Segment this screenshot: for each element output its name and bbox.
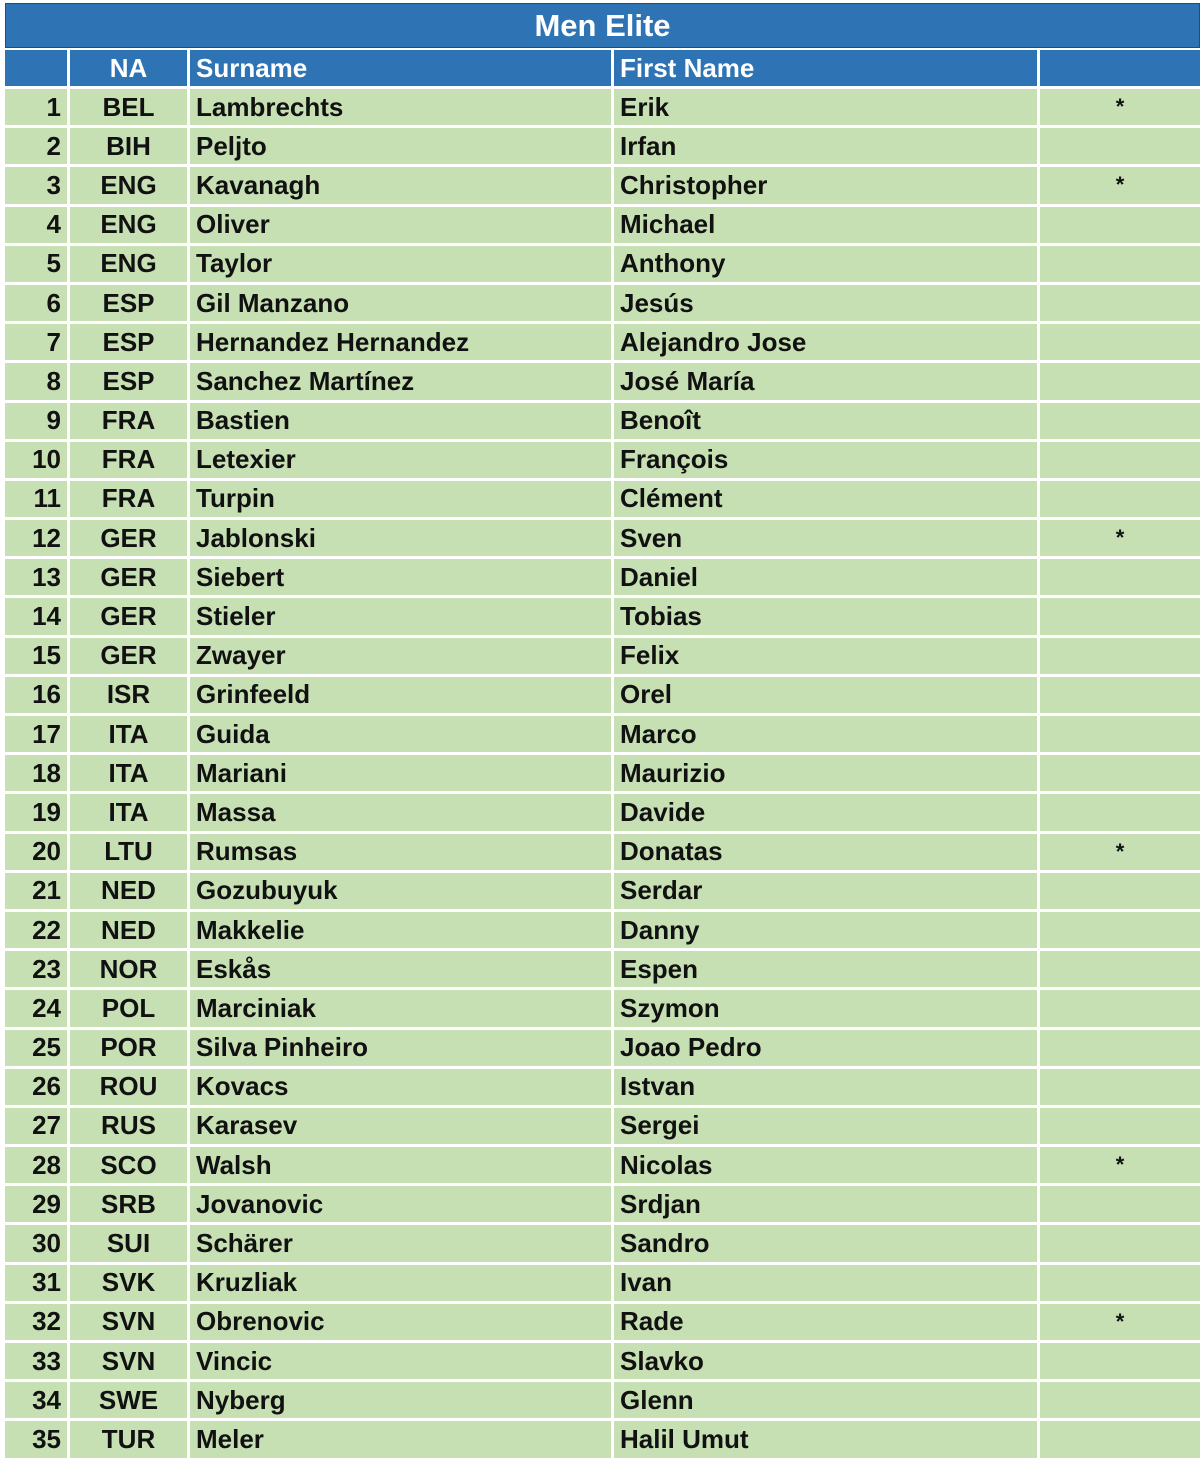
nation-cell: ENG bbox=[70, 207, 190, 246]
surname-cell: Nyberg bbox=[190, 1382, 614, 1421]
first-name-cell: Maurizio bbox=[614, 755, 1040, 794]
nation-cell: ESP bbox=[70, 324, 190, 363]
nation-cell: NED bbox=[70, 912, 190, 951]
mark-cell: * bbox=[1040, 834, 1200, 873]
surname-cell: Stieler bbox=[190, 598, 614, 637]
surname-cell: Massa bbox=[190, 794, 614, 833]
surname-cell: Hernandez Hernandez bbox=[190, 324, 614, 363]
table-row bbox=[5, 246, 1200, 285]
nation-cell: SVN bbox=[70, 1343, 190, 1382]
table-row bbox=[5, 638, 1200, 677]
table-row bbox=[5, 1304, 1200, 1343]
table-row bbox=[5, 1108, 1200, 1147]
row-number-cell: 31 bbox=[5, 1265, 70, 1304]
nation-cell: ENG bbox=[70, 167, 190, 206]
row-number-cell: 4 bbox=[5, 207, 70, 246]
table-row bbox=[5, 442, 1200, 481]
mark-cell bbox=[1040, 285, 1200, 324]
nation-cell: SCO bbox=[70, 1147, 190, 1186]
spreadsheet bbox=[5, 3, 1200, 1456]
mark-cell bbox=[1040, 1225, 1200, 1264]
table-row bbox=[5, 912, 1200, 951]
first-name-cell: Davide bbox=[614, 794, 1040, 833]
table-row bbox=[5, 677, 1200, 716]
first-name-cell: Halil Umut bbox=[614, 1421, 1040, 1460]
row-number-cell: 8 bbox=[5, 363, 70, 402]
first-name-cell: Anthony bbox=[614, 246, 1040, 285]
first-name-cell: Daniel bbox=[614, 559, 1040, 598]
row-number-cell: 25 bbox=[5, 1030, 70, 1069]
table-row bbox=[5, 1382, 1200, 1421]
nation-cell: GER bbox=[70, 559, 190, 598]
mark-cell bbox=[1040, 1343, 1200, 1382]
row-number-cell: 19 bbox=[5, 794, 70, 833]
mark-cell bbox=[1040, 207, 1200, 246]
surname-cell: Kruzliak bbox=[190, 1265, 614, 1304]
first-name-cell: José María bbox=[614, 363, 1040, 402]
table-body bbox=[5, 89, 1200, 1461]
first-name-cell: Istvan bbox=[614, 1069, 1040, 1108]
header-row bbox=[5, 50, 1200, 89]
surname-cell: Sanchez Martínez bbox=[190, 363, 614, 402]
surname-cell: Obrenovic bbox=[190, 1304, 614, 1343]
row-number-cell: 12 bbox=[5, 520, 70, 559]
table-row bbox=[5, 1186, 1200, 1225]
mark-cell bbox=[1040, 128, 1200, 167]
table-row bbox=[5, 128, 1200, 167]
table-row bbox=[5, 716, 1200, 755]
table-row bbox=[5, 598, 1200, 637]
mark-cell: * bbox=[1040, 520, 1200, 559]
surname-cell: Schärer bbox=[190, 1225, 614, 1264]
surname-cell: Jovanovic bbox=[190, 1186, 614, 1225]
table-row bbox=[5, 1147, 1200, 1186]
mark-cell: * bbox=[1040, 1147, 1200, 1186]
nation-cell: POL bbox=[70, 990, 190, 1029]
mark-cell bbox=[1040, 1265, 1200, 1304]
surname-cell: Peljto bbox=[190, 128, 614, 167]
nation-cell: BEL bbox=[70, 89, 190, 128]
first-name-cell: Rade bbox=[614, 1304, 1040, 1343]
first-name-cell: Serdar bbox=[614, 873, 1040, 912]
row-number-cell: 20 bbox=[5, 834, 70, 873]
nation-cell: FRA bbox=[70, 442, 190, 481]
first-name-cell: Sven bbox=[614, 520, 1040, 559]
first-name-cell: Irfan bbox=[614, 128, 1040, 167]
table-row bbox=[5, 167, 1200, 206]
nation-cell: NOR bbox=[70, 951, 190, 990]
mark-cell bbox=[1040, 1069, 1200, 1108]
surname-cell: Silva Pinheiro bbox=[190, 1030, 614, 1069]
table-row bbox=[5, 1265, 1200, 1304]
first-name-cell: Jesús bbox=[614, 285, 1040, 324]
mark-cell bbox=[1040, 755, 1200, 794]
table-row bbox=[5, 481, 1200, 520]
nation-cell: NED bbox=[70, 873, 190, 912]
surname-cell: Gozubuyuk bbox=[190, 873, 614, 912]
mark-cell bbox=[1040, 246, 1200, 285]
first-name-cell: Espen bbox=[614, 951, 1040, 990]
surname-cell: Bastien bbox=[190, 403, 614, 442]
mark-cell: * bbox=[1040, 1304, 1200, 1343]
row-number-cell: 7 bbox=[5, 324, 70, 363]
nation-cell: ESP bbox=[70, 285, 190, 324]
row-number-cell: 6 bbox=[5, 285, 70, 324]
row-number-cell: 27 bbox=[5, 1108, 70, 1147]
mark-cell bbox=[1040, 481, 1200, 520]
row-number-cell: 1 bbox=[5, 89, 70, 128]
row-number-cell: 33 bbox=[5, 1343, 70, 1382]
nation-cell: ISR bbox=[70, 677, 190, 716]
surname-cell: Karasev bbox=[190, 1108, 614, 1147]
mark-cell bbox=[1040, 951, 1200, 990]
surname-cell: Mariani bbox=[190, 755, 614, 794]
mark-cell bbox=[1040, 559, 1200, 598]
row-number-cell: 28 bbox=[5, 1147, 70, 1186]
table-row bbox=[5, 1421, 1200, 1460]
mark-cell bbox=[1040, 794, 1200, 833]
table-row bbox=[5, 285, 1200, 324]
first-name-cell: Orel bbox=[614, 677, 1040, 716]
surname-cell: Makkelie bbox=[190, 912, 614, 951]
surname-cell: Gil Manzano bbox=[190, 285, 614, 324]
nation-cell: FRA bbox=[70, 481, 190, 520]
row-number-cell: 29 bbox=[5, 1186, 70, 1225]
surname-cell: Eskås bbox=[190, 951, 614, 990]
mark-cell bbox=[1040, 363, 1200, 402]
nation-cell: ESP bbox=[70, 363, 190, 402]
first-name-cell: Sandro bbox=[614, 1225, 1040, 1264]
surname-cell: Lambrechts bbox=[190, 89, 614, 128]
header-mark bbox=[1040, 50, 1200, 89]
row-number-cell: 16 bbox=[5, 677, 70, 716]
first-name-cell: Joao Pedro bbox=[614, 1030, 1040, 1069]
header-surname: Surname bbox=[190, 50, 614, 89]
mark-cell: * bbox=[1040, 167, 1200, 206]
first-name-cell: Donatas bbox=[614, 834, 1040, 873]
row-number-cell: 22 bbox=[5, 912, 70, 951]
nation-cell: GER bbox=[70, 520, 190, 559]
first-name-cell: François bbox=[614, 442, 1040, 481]
mark-cell bbox=[1040, 324, 1200, 363]
header-number bbox=[5, 50, 70, 89]
row-number-cell: 2 bbox=[5, 128, 70, 167]
nation-cell: ITA bbox=[70, 794, 190, 833]
mark-cell bbox=[1040, 990, 1200, 1029]
table-row bbox=[5, 794, 1200, 833]
first-name-cell: Clément bbox=[614, 481, 1040, 520]
surname-cell: Oliver bbox=[190, 207, 614, 246]
first-name-cell: Szymon bbox=[614, 990, 1040, 1029]
table-row bbox=[5, 873, 1200, 912]
nation-cell: POR bbox=[70, 1030, 190, 1069]
mark-cell: * bbox=[1040, 89, 1200, 128]
mark-cell bbox=[1040, 442, 1200, 481]
table-row bbox=[5, 1069, 1200, 1108]
row-number-cell: 34 bbox=[5, 1382, 70, 1421]
row-number-cell: 11 bbox=[5, 481, 70, 520]
nation-cell: LTU bbox=[70, 834, 190, 873]
first-name-cell: Danny bbox=[614, 912, 1040, 951]
nation-cell: ROU bbox=[70, 1069, 190, 1108]
surname-cell: Meler bbox=[190, 1421, 614, 1460]
first-name-cell: Michael bbox=[614, 207, 1040, 246]
table-row bbox=[5, 951, 1200, 990]
row-number-cell: 9 bbox=[5, 403, 70, 442]
surname-cell: Grinfeeld bbox=[190, 677, 614, 716]
surname-cell: Siebert bbox=[190, 559, 614, 598]
nation-cell: GER bbox=[70, 598, 190, 637]
mark-cell bbox=[1040, 1030, 1200, 1069]
nation-cell: SUI bbox=[70, 1225, 190, 1264]
row-number-cell: 21 bbox=[5, 873, 70, 912]
first-name-cell: Alejandro Jose bbox=[614, 324, 1040, 363]
surname-cell: Vincic bbox=[190, 1343, 614, 1382]
nation-cell: SVN bbox=[70, 1304, 190, 1343]
nation-cell: GER bbox=[70, 638, 190, 677]
header-na: NA bbox=[70, 50, 190, 89]
mark-cell bbox=[1040, 873, 1200, 912]
row-number-cell: 35 bbox=[5, 1421, 70, 1460]
nation-cell: TUR bbox=[70, 1421, 190, 1460]
surname-cell: Walsh bbox=[190, 1147, 614, 1186]
table-row bbox=[5, 89, 1200, 128]
table-row bbox=[5, 834, 1200, 873]
nation-cell: ITA bbox=[70, 755, 190, 794]
row-number-cell: 3 bbox=[5, 167, 70, 206]
sheet-title: Men Elite bbox=[5, 3, 1200, 48]
mark-cell bbox=[1040, 638, 1200, 677]
mark-cell bbox=[1040, 1186, 1200, 1225]
mark-cell bbox=[1040, 1108, 1200, 1147]
row-number-cell: 18 bbox=[5, 755, 70, 794]
first-name-cell: Tobias bbox=[614, 598, 1040, 637]
mark-cell bbox=[1040, 677, 1200, 716]
surname-cell: Guida bbox=[190, 716, 614, 755]
mark-cell bbox=[1040, 716, 1200, 755]
surname-cell: Letexier bbox=[190, 442, 614, 481]
first-name-cell: Christopher bbox=[614, 167, 1040, 206]
table-row bbox=[5, 1030, 1200, 1069]
referee-table bbox=[5, 50, 1200, 1461]
first-name-cell: Srdjan bbox=[614, 1186, 1040, 1225]
row-number-cell: 14 bbox=[5, 598, 70, 637]
row-number-cell: 24 bbox=[5, 990, 70, 1029]
row-number-cell: 32 bbox=[5, 1304, 70, 1343]
first-name-cell: Felix bbox=[614, 638, 1040, 677]
table-row bbox=[5, 755, 1200, 794]
table-row bbox=[5, 403, 1200, 442]
surname-cell: Kavanagh bbox=[190, 167, 614, 206]
nation-cell: SVK bbox=[70, 1265, 190, 1304]
mark-cell bbox=[1040, 1421, 1200, 1460]
row-number-cell: 26 bbox=[5, 1069, 70, 1108]
first-name-cell: Glenn bbox=[614, 1382, 1040, 1421]
nation-cell: FRA bbox=[70, 403, 190, 442]
first-name-cell: Sergei bbox=[614, 1108, 1040, 1147]
first-name-cell: Erik bbox=[614, 89, 1040, 128]
table-row bbox=[5, 559, 1200, 598]
row-number-cell: 23 bbox=[5, 951, 70, 990]
surname-cell: Taylor bbox=[190, 246, 614, 285]
nation-cell: SRB bbox=[70, 1186, 190, 1225]
header-first-name: First Name bbox=[614, 50, 1040, 89]
surname-cell: Kovacs bbox=[190, 1069, 614, 1108]
first-name-cell: Marco bbox=[614, 716, 1040, 755]
first-name-cell: Benoît bbox=[614, 403, 1040, 442]
mark-cell bbox=[1040, 912, 1200, 951]
table-row bbox=[5, 990, 1200, 1029]
table-row bbox=[5, 207, 1200, 246]
surname-cell: Marciniak bbox=[190, 990, 614, 1029]
surname-cell: Jablonski bbox=[190, 520, 614, 559]
surname-cell: Rumsas bbox=[190, 834, 614, 873]
nation-cell: SWE bbox=[70, 1382, 190, 1421]
nation-cell: ITA bbox=[70, 716, 190, 755]
first-name-cell: Nicolas bbox=[614, 1147, 1040, 1186]
table-row bbox=[5, 1225, 1200, 1264]
mark-cell bbox=[1040, 1382, 1200, 1421]
nation-cell: BIH bbox=[70, 128, 190, 167]
row-number-cell: 17 bbox=[5, 716, 70, 755]
first-name-cell: Slavko bbox=[614, 1343, 1040, 1382]
nation-cell: ENG bbox=[70, 246, 190, 285]
mark-cell bbox=[1040, 403, 1200, 442]
row-number-cell: 13 bbox=[5, 559, 70, 598]
surname-cell: Turpin bbox=[190, 481, 614, 520]
nation-cell: RUS bbox=[70, 1108, 190, 1147]
table-row bbox=[5, 520, 1200, 559]
row-number-cell: 15 bbox=[5, 638, 70, 677]
first-name-cell: Ivan bbox=[614, 1265, 1040, 1304]
table-row bbox=[5, 1343, 1200, 1382]
mark-cell bbox=[1040, 598, 1200, 637]
surname-cell: Zwayer bbox=[190, 638, 614, 677]
row-number-cell: 10 bbox=[5, 442, 70, 481]
table-row bbox=[5, 324, 1200, 363]
row-number-cell: 30 bbox=[5, 1225, 70, 1264]
table-row bbox=[5, 363, 1200, 402]
row-number-cell: 5 bbox=[5, 246, 70, 285]
